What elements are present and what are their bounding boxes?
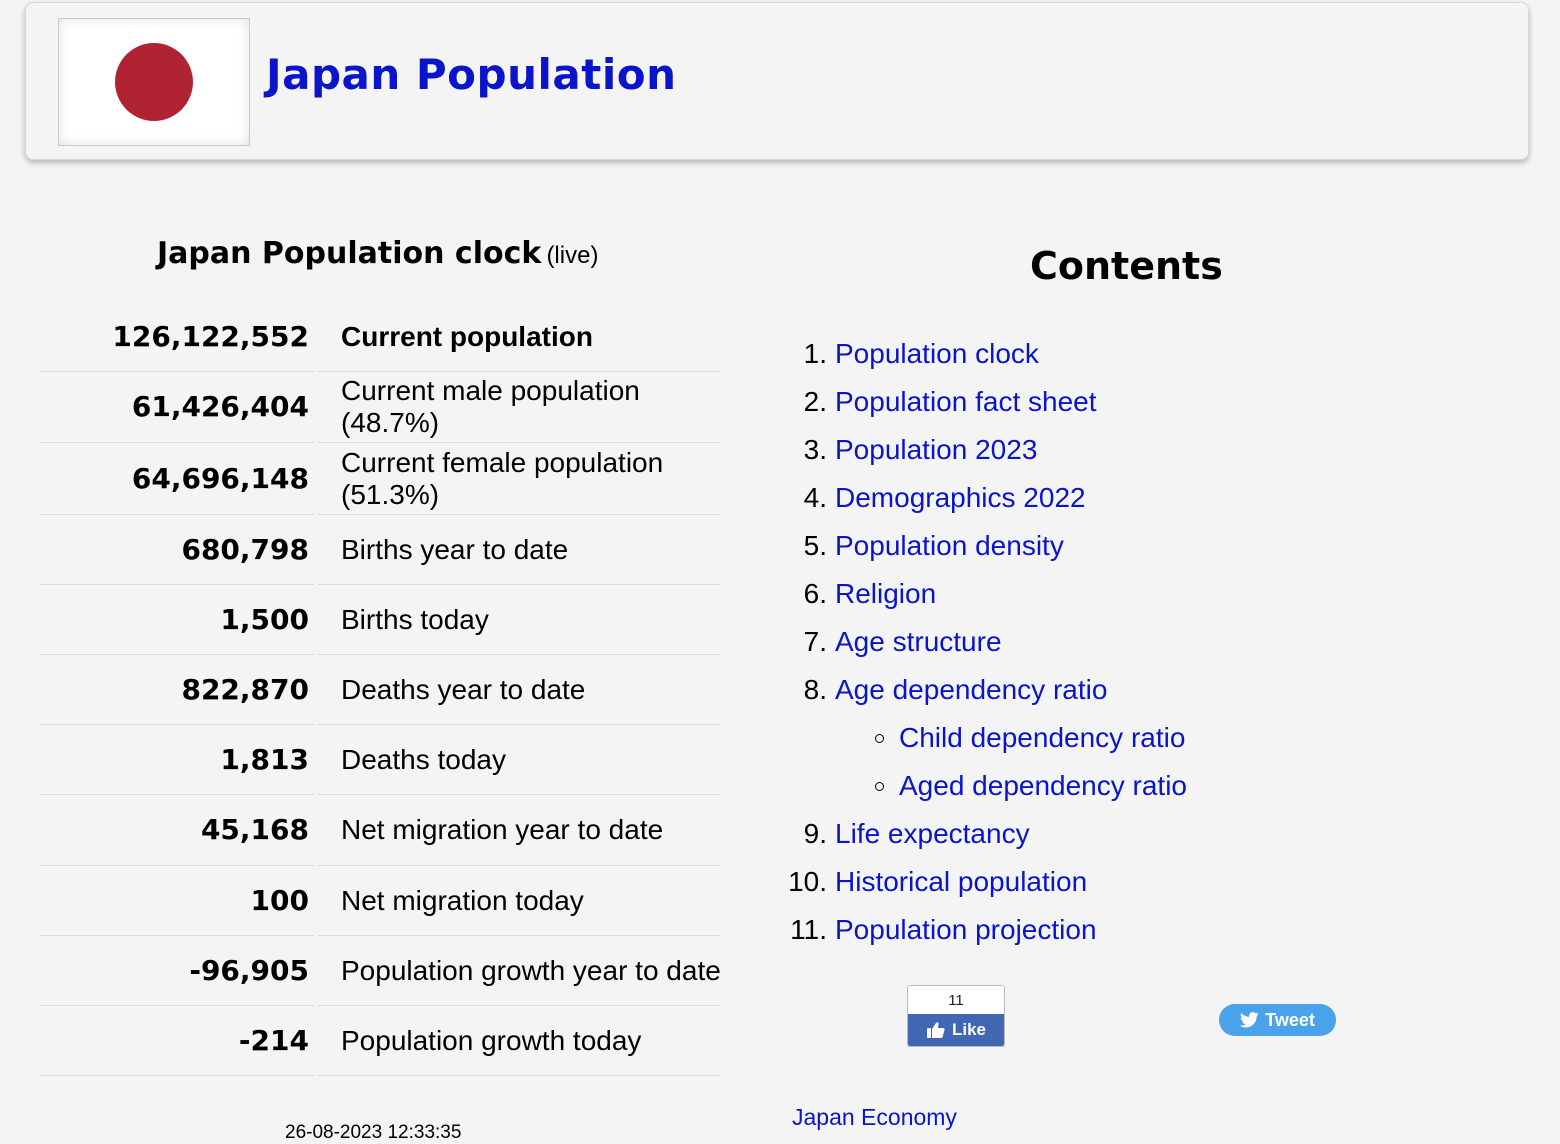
toc-link-population-clock[interactable]: Population clock <box>835 338 1039 369</box>
facebook-like-widget[interactable] <box>907 985 1005 1047</box>
clock-heading-text: Japan Population clock <box>157 236 542 271</box>
clock-heading <box>157 236 598 271</box>
table-row <box>39 1006 721 1076</box>
stat-label: Current population <box>318 303 721 372</box>
toc-subitem <box>835 762 1187 810</box>
stat-value: -96,905 <box>39 936 314 1006</box>
contents-heading: Contents <box>1030 244 1223 288</box>
toc-link-age-structure[interactable]: Age structure <box>835 626 1002 657</box>
table-row <box>39 795 721 866</box>
tweet-button[interactable] <box>1219 1004 1336 1036</box>
thumbs-up-icon <box>926 1021 946 1039</box>
table-of-contents <box>788 330 1187 954</box>
toc-item: 2. Population fact sheet <box>803 386 1097 417</box>
flag-red-disc <box>115 43 193 121</box>
toc-link-child-dependency[interactable]: Child dependency ratio <box>899 722 1186 753</box>
like-count: 11 <box>948 992 964 1009</box>
table-row <box>39 443 721 515</box>
toc-link-age-dependency[interactable]: Age dependency ratio <box>835 674 1108 705</box>
stat-label: Population growth today <box>318 1006 721 1076</box>
clock-live-suffix: (live) <box>546 242 599 269</box>
toc-item: 10. Historical population <box>788 866 1088 897</box>
stat-value: 100 <box>39 866 314 936</box>
circle-bullet-icon <box>875 734 884 743</box>
twitter-bird-icon <box>1240 1012 1259 1028</box>
stat-label: Deaths today <box>318 725 721 795</box>
table-row <box>39 303 721 372</box>
page-title-link[interactable]: Japan Population <box>266 50 677 99</box>
tweet-label: Tweet <box>1265 1009 1315 1030</box>
facebook-like-button[interactable] <box>908 1014 1004 1046</box>
like-label: Like <box>951 1020 987 1039</box>
table-row <box>39 936 721 1006</box>
stat-label: Current male population (48.7%) <box>318 372 721 443</box>
toc-link-life-expectancy[interactable]: Life expectancy <box>835 818 1030 849</box>
table-row <box>39 725 721 795</box>
toc-link-religion[interactable]: Religion <box>835 578 937 609</box>
stat-label: Births today <box>318 585 721 655</box>
toc-item: 6. Religion <box>803 578 937 609</box>
toc-item: 8. Age dependency ratio <box>803 674 1108 705</box>
stat-label: Current female population (51.3%) <box>318 443 721 515</box>
toc-link-aged-dependency[interactable]: Aged dependency ratio <box>899 770 1187 801</box>
table-row <box>39 372 721 443</box>
table-row <box>39 866 721 936</box>
clock-timestamp: 26-08-2023 12:33:35 <box>285 1122 462 1143</box>
stat-value: 64,696,148 <box>39 443 314 515</box>
japan-flag-image <box>58 18 250 146</box>
japan-economy-link[interactable]: Japan Economy <box>792 1104 957 1130</box>
toc-subitem <box>835 714 1187 762</box>
stat-value: 126,122,552 <box>39 303 314 372</box>
stat-value: -214 <box>39 1006 314 1076</box>
toc-item: 5. Population density <box>803 530 1064 561</box>
stat-label: Population growth year to date <box>318 936 721 1006</box>
toc-link-demographics[interactable]: Demographics 2022 <box>835 482 1086 513</box>
toc-link-fact-sheet[interactable]: Population fact sheet <box>835 386 1097 417</box>
site-header <box>25 2 1529 160</box>
toc-link-population-projection[interactable]: Population projection <box>835 914 1097 945</box>
toc-item: 1. Population clock <box>803 338 1039 369</box>
stat-value: 1,500 <box>39 585 314 655</box>
table-row <box>39 515 721 585</box>
toc-item: 4. Demographics 2022 <box>803 482 1086 513</box>
toc-item: 11. Population projection <box>790 914 1097 945</box>
circle-bullet-icon <box>875 782 884 791</box>
stat-value: 1,813 <box>39 725 314 795</box>
stat-value: 61,426,404 <box>39 372 314 443</box>
table-row <box>39 655 721 725</box>
toc-item: 7. Age structure <box>803 626 1002 657</box>
toc-item: 9. Life expectancy <box>803 818 1030 849</box>
stat-label: Net migration year to date <box>318 795 721 866</box>
toc-item: 3. Population 2023 <box>803 434 1038 465</box>
stat-label: Deaths year to date <box>318 655 721 725</box>
stat-value: 822,870 <box>39 655 314 725</box>
stat-label: Net migration today <box>318 866 721 936</box>
toc-link-population-density[interactable]: Population density <box>835 530 1064 561</box>
toc-link-historical-population[interactable]: Historical population <box>835 866 1088 897</box>
table-row <box>39 585 721 655</box>
stat-label: Births year to date <box>318 515 721 585</box>
population-clock-table <box>35 303 725 1076</box>
stat-value: 45,168 <box>39 795 314 866</box>
toc-link-population-2023[interactable]: Population 2023 <box>835 434 1038 465</box>
stat-value: 680,798 <box>39 515 314 585</box>
